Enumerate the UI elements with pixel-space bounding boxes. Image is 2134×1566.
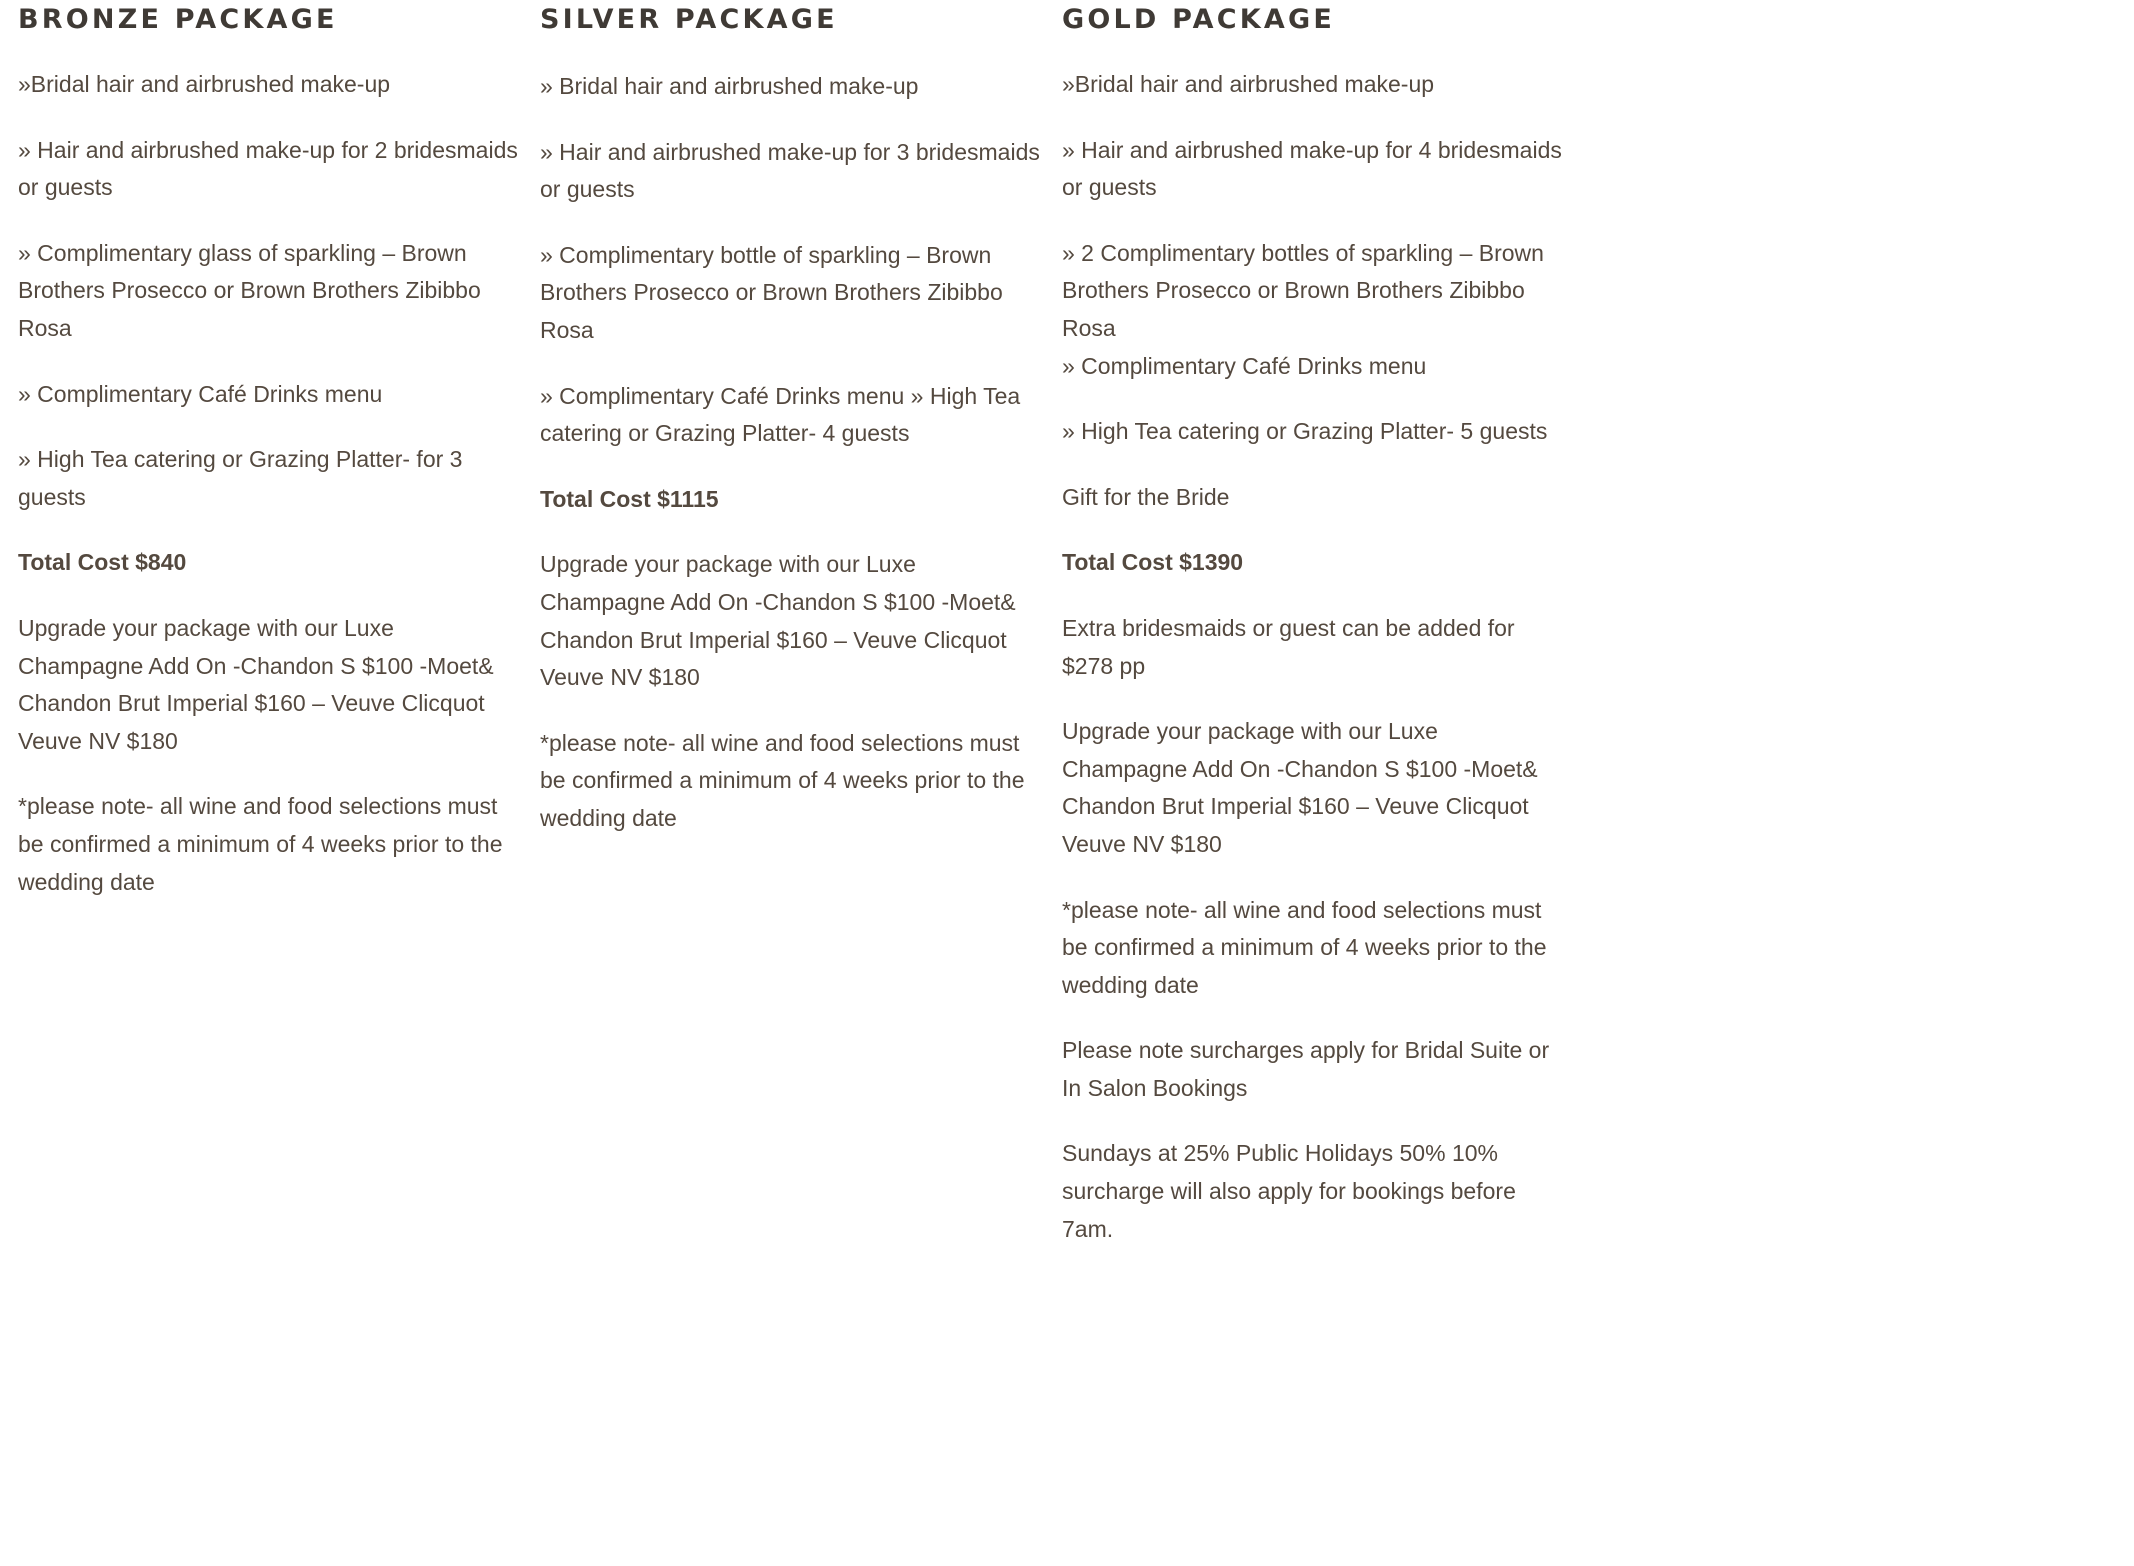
gold-item-bridesmaids: » Hair and airbrushed make-up for 4 bridesmaids or guests bbox=[1062, 136, 1562, 201]
gold-item-high-tea: » High Tea catering or Grazing Platter- 5 guests bbox=[1062, 418, 1548, 445]
silver-upgrade-text: Upgrade your package with our Luxe Champagne Add On -Chandon S $100 -Moet& Chandon Brut Imperial $160 – Veuve Clicquot Veuve NV $180 bbox=[540, 551, 1016, 691]
bronze-note: *please note- all wine and food selections must be confirmed a minimum of 4 weeks prior to the wedding date bbox=[18, 793, 503, 895]
bronze-item-cafe-drinks: » Complimentary Café Drinks menu bbox=[18, 380, 383, 407]
gold-item-cafe-drinks: » Complimentary Café Drinks menu bbox=[1062, 352, 1427, 379]
bronze-item-high-tea: » High Tea catering or Grazing Platter- for 3 guests bbox=[18, 446, 463, 510]
gold-package-column bbox=[1062, 0, 1562, 1276]
silver-package-column bbox=[540, 0, 1040, 866]
bronze-item-bridesmaids: » Hair and airbrushed make-up for 2 bridesmaids or guests bbox=[18, 136, 518, 201]
silver-item-bridal: » Bridal hair and airbrushed make-up bbox=[540, 73, 919, 99]
gold-gift: Gift for the Bride bbox=[1062, 483, 1230, 510]
bronze-package-column bbox=[18, 0, 518, 929]
gold-item-bridal: »Bridal hair and airbrushed make-up bbox=[1062, 71, 1435, 97]
gold-surcharge-note: Please note surcharges apply for Bridal Suite or In Salon Bookings bbox=[1062, 1037, 1550, 1101]
bronze-upgrade-text: Upgrade your package with our Luxe Champagne Add On -Chandon S $100 -Moet& Chandon Brut Imperial $160 – Veuve Clicquot Veuve NV $180 bbox=[18, 614, 494, 754]
silver-item-bridesmaids: » Hair and airbrushed make-up for 3 bridesmaids or guests bbox=[540, 138, 1040, 203]
bronze-package-title: BRONZE PACKAGE bbox=[18, 4, 338, 35]
silver-note: *please note- all wine and food selections must be confirmed a minimum of 4 weeks prior to the wedding date bbox=[540, 729, 1025, 831]
bronze-item-bridal: »Bridal hair and airbrushed make-up bbox=[18, 71, 391, 97]
gold-upgrade-text: Upgrade your package with our Luxe Champagne Add On -Chandon S $100 -Moet& Chandon Brut Imperial $160 – Veuve Clicquot Veuve NV $180 bbox=[1062, 718, 1538, 857]
gold-package-title: GOLD PACKAGE bbox=[1062, 4, 1335, 35]
silver-item-sparkling: » Complimentary bottle of sparkling – Brown Brothers Prosecco or Brown Brothers Zibibbo Rosa bbox=[540, 241, 1003, 343]
silver-package-title: SILVER PACKAGE bbox=[540, 4, 838, 35]
bronze-item-sparkling: » Complimentary glass of sparkling – Brown Brothers Prosecco or Brown Brothers Zibibbo Rosa bbox=[18, 239, 481, 341]
gold-extra-guests: Extra bridesmaids or guest can be added for $278 pp bbox=[1062, 614, 1515, 679]
gold-surcharge-rates: Sundays at 25% Public Holidays 50% 10% surcharge will also apply for bookings before 7am. bbox=[1062, 1140, 1516, 1242]
gold-note: *please note- all wine and food selections must be confirmed a minimum of 4 weeks prior to the wedding date bbox=[1062, 896, 1547, 998]
gold-item-sparkling: » 2 Complimentary bottles of sparkling – Brown Brothers Prosecco or Brown Brothers Zibibbo Rosa bbox=[1062, 239, 1544, 341]
bronze-total-cost: Total Cost $840 bbox=[18, 549, 187, 576]
silver-total-cost: Total Cost $1115 bbox=[540, 485, 719, 512]
gold-total-cost: Total Cost $1390 bbox=[1062, 549, 1244, 576]
silver-item-cafe-and-high-tea: » Complimentary Café Drinks menu » High Tea catering or Grazing Platter- 4 guests bbox=[540, 382, 1021, 447]
